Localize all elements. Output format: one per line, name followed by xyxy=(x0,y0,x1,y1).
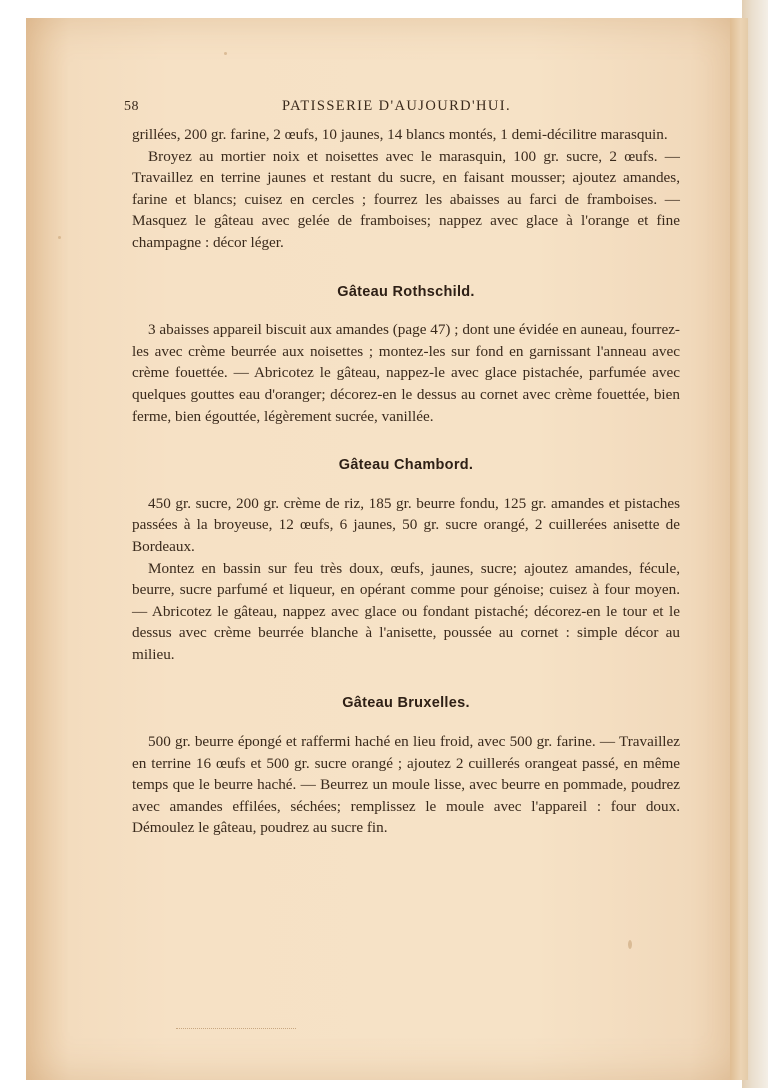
intro-paragraph-continued: grillées, 200 gr. farine, 2 œufs, 10 jaunes, 14 blancs montés, 1 demi-décilitre marasquin. xyxy=(132,126,668,143)
paper-speck xyxy=(58,236,61,239)
recipe-title-rothschild: Gâteau Rothschild. xyxy=(337,283,475,300)
recipe-title-bruxelles: Gâteau Bruxelles. xyxy=(342,695,470,712)
book-spine-edge xyxy=(730,18,748,1080)
paper-speck xyxy=(224,52,227,55)
recipe-title-chambord: Gâteau Chambord. xyxy=(338,457,474,474)
chambord-ingredients: 450 gr. sucre, 200 gr. crème de riz, 185 gr. beurre fondu, 125 gr. amandes et pistaches passées à la broyeuse, 12 œufs, 6 jaunes, 50 gr. sucre orangé, 2 cuillerées anisette de Bordeaux. xyxy=(132,494,680,555)
running-header xyxy=(124,96,680,120)
bottom-dotted-rule xyxy=(176,1028,296,1029)
bruxelles-paragraph: 500 gr. beurre épongé et raffermi haché en lieu froid, avec 500 gr. farine. — Travaillez en terrine 16 œufs et 500 gr. sucre orangé ; ajoutez 2 cuillerés orangeat passé, en même temps que le beurre haché. — Beurrez un moule lisse, avec beurre en pommade, poudrez avec amandes effilées, séchées; remplissez le moule avec l'appareil : four doux. Démoulez le gâteau, poudrez au sucre fin. xyxy=(132,733,680,837)
paper-speck xyxy=(628,940,632,949)
intro-paragraph: Broyez au mortier noix et noisettes avec le marasquin, 100 gr. sucre, 2 œufs. — Travaillez en terrine jaunes et restant du sucre, en faisant mousser; ajoutez amandes, farine et blancs; cuisez en cercles ; fourrez les abaisses au farci de framboises. — Masquez le gâteau avec gelée de framboises; nappez avec glace à l'orange et fine champagne : décor léger. xyxy=(132,147,680,251)
running-title: PATISSERIE D'AUJOURD'HUI. xyxy=(282,98,512,114)
page-number: 58 xyxy=(124,99,139,114)
rothschild-paragraph: 3 abaisses appareil biscuit aux amandes (page 47) ; dont une évidée en auneau, fourrez-les avec crème beurrée aux noisettes ; montez-les sur fond en garnissant l'anneau avec crème fouettée. — Abricotez le gâteau, nappez-le avec glace pistachée, parfumée avec quelques gouttes eau d'oranger; décorez-en le dessus au cornet avec crème fouettée, bien ferme, bien égouttée, légèrement sucrée, vanillée. xyxy=(132,321,680,425)
chambord-method: Montez en bassin sur feu très doux, œufs, jaunes, sucre; ajoutez amandes, fécule, beurre, sucre parfumé et liqueur, en opérant comme pour génoise; cuisez à four moyen. — Abricotez le gâteau, nappez avec glace ou fondant pistaché; décorez-en le tour et le dessus avec crème beurrée blanche à l'anisette, poussée au cornet : simple décor au milieu. xyxy=(132,559,680,663)
page-content xyxy=(124,96,680,839)
